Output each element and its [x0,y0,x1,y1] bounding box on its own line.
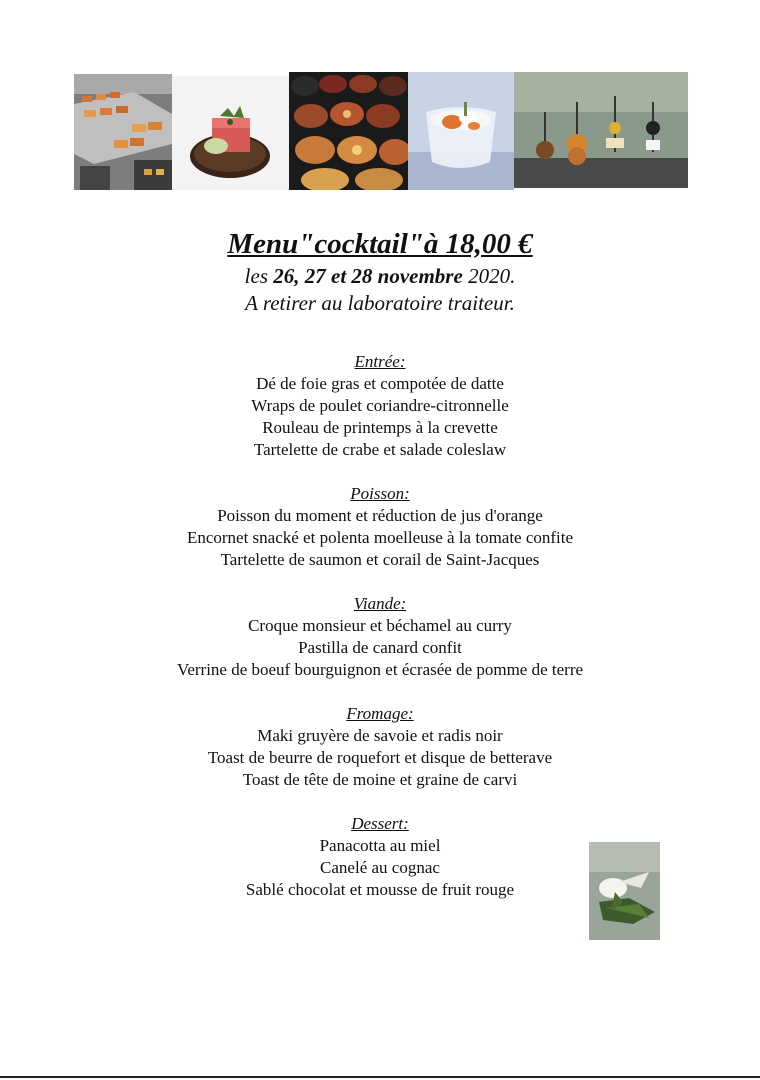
menu-item: Toast de beurre de roquefort et disque de betterave [207,748,553,767]
section-title: Fromage: [346,704,414,723]
skewers-photo [514,72,688,188]
section-title: Poisson: [350,484,410,503]
dates-suffix: 2020. [462,264,516,288]
page-bottom-border [0,1076,760,1078]
menu-item: Tartelette de saumon et corail de Saint-Jacques [220,550,540,569]
dates-line [0,263,760,289]
tuna-tartare-photo [172,76,289,190]
menu-item: Toast de tête de moine et graine de carvi [242,770,518,789]
section-dessert [0,813,760,901]
menu-item: Maki gruyère de savoie et radis noir [257,726,503,745]
appetizer-bowls-photo [289,72,408,190]
section-title: Dessert: [351,814,409,833]
section-title: Entrée: [354,352,406,371]
pickup-note: A retirer au laboratoire traiteur. [245,291,515,315]
menu-item: Wraps de poulet coriandre-citronnelle [251,396,509,415]
menu-item: Canelé au cognac [320,858,440,877]
menu-item: Verrine de boeuf bourguignon et écrasée de pomme de terre [176,660,584,679]
buffet-trays-photo [74,74,172,190]
section-entree [0,351,760,461]
menu-item: Tartelette de crabe et salade coleslaw [253,440,507,459]
section-poisson [0,483,760,571]
menu-item: Rouleau de printemps à la crevette [262,418,498,437]
dates-prefix: les [244,264,274,288]
menu-item: Pastilla de canard confit [298,638,462,657]
dates-bold: 26, 27 et 28 novembre [273,264,463,288]
section-viande [0,593,760,681]
menu-item: Dé de foie gras et compotée de datte [256,374,504,393]
section-fromage [0,703,760,791]
section-title: Viande: [353,594,407,613]
menu-item: Panacotta au miel [319,836,441,855]
menu-item: Encornet snacké et polenta moelleuse à la tomate confite [186,528,574,547]
menu-title: Menu"cocktail"à 18,00 € [227,228,533,260]
menu-item: Sablé chocolat et mousse de fruit rouge [245,880,515,899]
verrine-glass-photo [408,72,514,190]
menu-list [0,351,760,923]
menu-item: Poisson du moment et réduction de jus d'orange [217,506,543,525]
menu-item: Croque monsieur et béchamel au curry [248,616,512,635]
